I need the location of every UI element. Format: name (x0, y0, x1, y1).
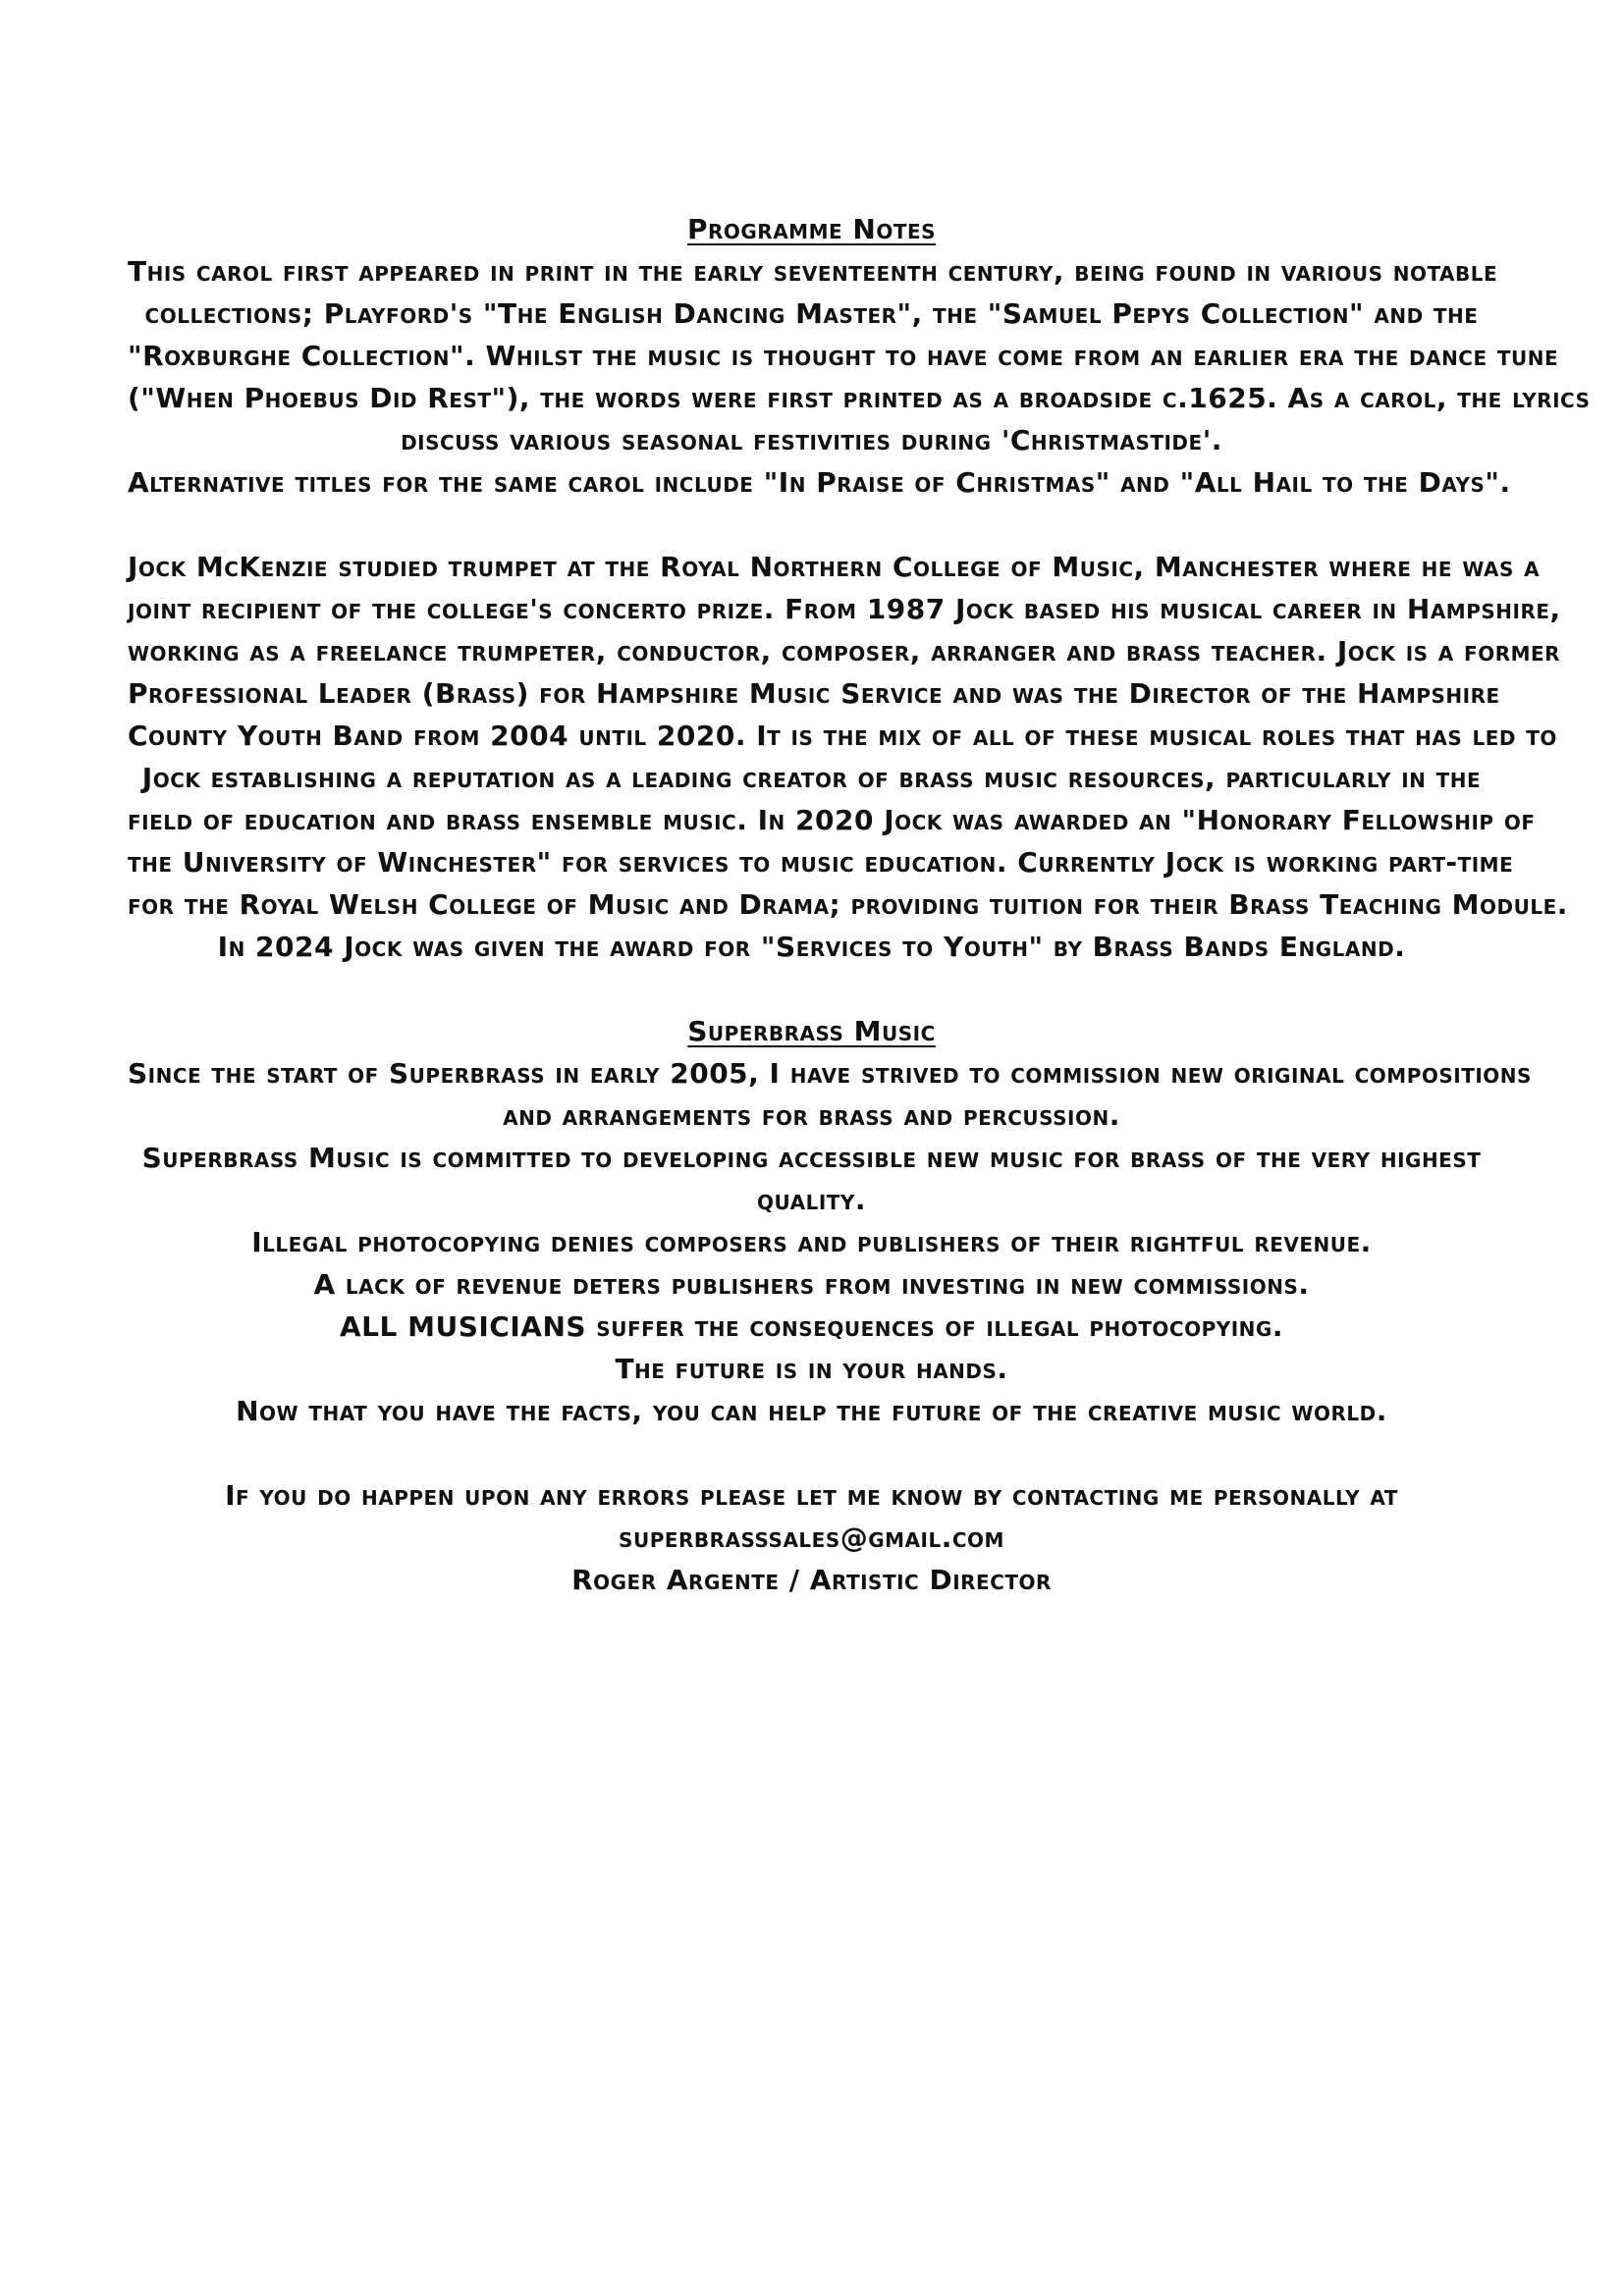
programme-notes-line: This carol first appeared in print in the early seventeenth century, being found in various notable (128, 255, 1498, 288)
superbrass-line: and arrangements for brass and percussion. (503, 1099, 1120, 1132)
musicians-warning-text: suffer the consequences of illegal photocopying. (586, 1310, 1283, 1343)
biography-line: for the Royal Welsh College of Music and Drama; providing tuition for their Brass Teaching Module. (128, 888, 1568, 921)
programme-notes-line: "Roxburghe Collection". Whilst the music is thought to have come from an earlier era the dance tune (128, 340, 1559, 372)
programme-notes-line: discuss various seasonal festivities during 'Christmastide'. (401, 424, 1222, 456)
musicians-emphasis: ALL MUSICIANS (340, 1310, 587, 1343)
biography-line: Jock McKenzie studied trumpet at the Royal Northern College of Music, Manchester where he was a (128, 551, 1541, 583)
programme-notes-line: collections; Playford's "The English Dancing Master", the "Samuel Pepys Collection" and the (144, 297, 1479, 330)
superbrass-line: Superbrass Music is committed to developing accessible new music for brass of the very highest (141, 1142, 1482, 1174)
contact-section (128, 1474, 1495, 1601)
biography-section (128, 546, 1568, 968)
biography-line: the University of Winchester" for services to music education. Currently Jock is working part-time (128, 846, 1514, 879)
biography-line: In 2024 Jock was given the award for "Services to Youth" by Brass Bands England. (217, 931, 1406, 963)
section-spacer (128, 968, 1495, 1010)
section-spacer (128, 504, 1495, 546)
superbrass-section (128, 1010, 1532, 1432)
biography-line: Professional Leader (Brass) for Hampshire Music Service and was the Director of the Hampshire (128, 677, 1500, 710)
contact-line: If you do happen upon any errors please let me know by contacting me personally at (225, 1479, 1398, 1512)
biography-line: field of education and brass ensemble music. In 2020 Jock was awarded an "Honorary Fellowship of (128, 804, 1536, 836)
superbrass-line: A lack of revenue deters publishers from investing in new commissions. (313, 1268, 1310, 1301)
superbrass-line: Illegal photocopying denies composers and publishers of their rightful revenue. (251, 1226, 1372, 1258)
superbrass-line: Since the start of Superbrass in early 2005, I have strived to commission new original compositions (128, 1057, 1532, 1090)
musicians-warning-line (128, 1306, 1495, 1348)
biography-line: working as a freelance trumpeter, conductor, composer, arranger and brass teacher. Jock is a former (128, 635, 1561, 667)
document-body (128, 208, 1591, 1601)
contact-email: superbrasssales@gmail.com (619, 1522, 1004, 1554)
biography-line: County Youth Band from 2004 until 2020. It is the mix of all of these musical roles that has led to (128, 720, 1557, 752)
biography-line: Jock establishing a reputation as a leading creator of brass music resources, particularly in the (141, 762, 1482, 794)
contact-signature: Roger Argente / Artistic Director (571, 1564, 1052, 1596)
biography-line: joint recipient of the college's concerto prize. From 1987 Jock based his musical career in Hampshire, (128, 593, 1561, 625)
programme-notes-line: Alternative titles for the same carol include "In Praise of Christmas" and "All Hail to the Days". (128, 466, 1511, 499)
programme-notes-heading: Programme Notes (686, 213, 937, 245)
superbrass-closing-line: Now that you have the facts, you can help the future of the creative music world. (236, 1395, 1387, 1427)
superbrass-line: quality. (756, 1184, 867, 1216)
superbrass-heading: Superbrass Music (687, 1015, 936, 1047)
programme-notes-line: ("When Phoebus Did Rest"), the words were first printed as a broadside c.1625. As a carol, the lyrics (128, 382, 1591, 414)
programme-notes-section (128, 208, 1591, 504)
superbrass-closing-line: The future is in your hands. (615, 1353, 1008, 1385)
section-spacer (128, 1432, 1495, 1474)
